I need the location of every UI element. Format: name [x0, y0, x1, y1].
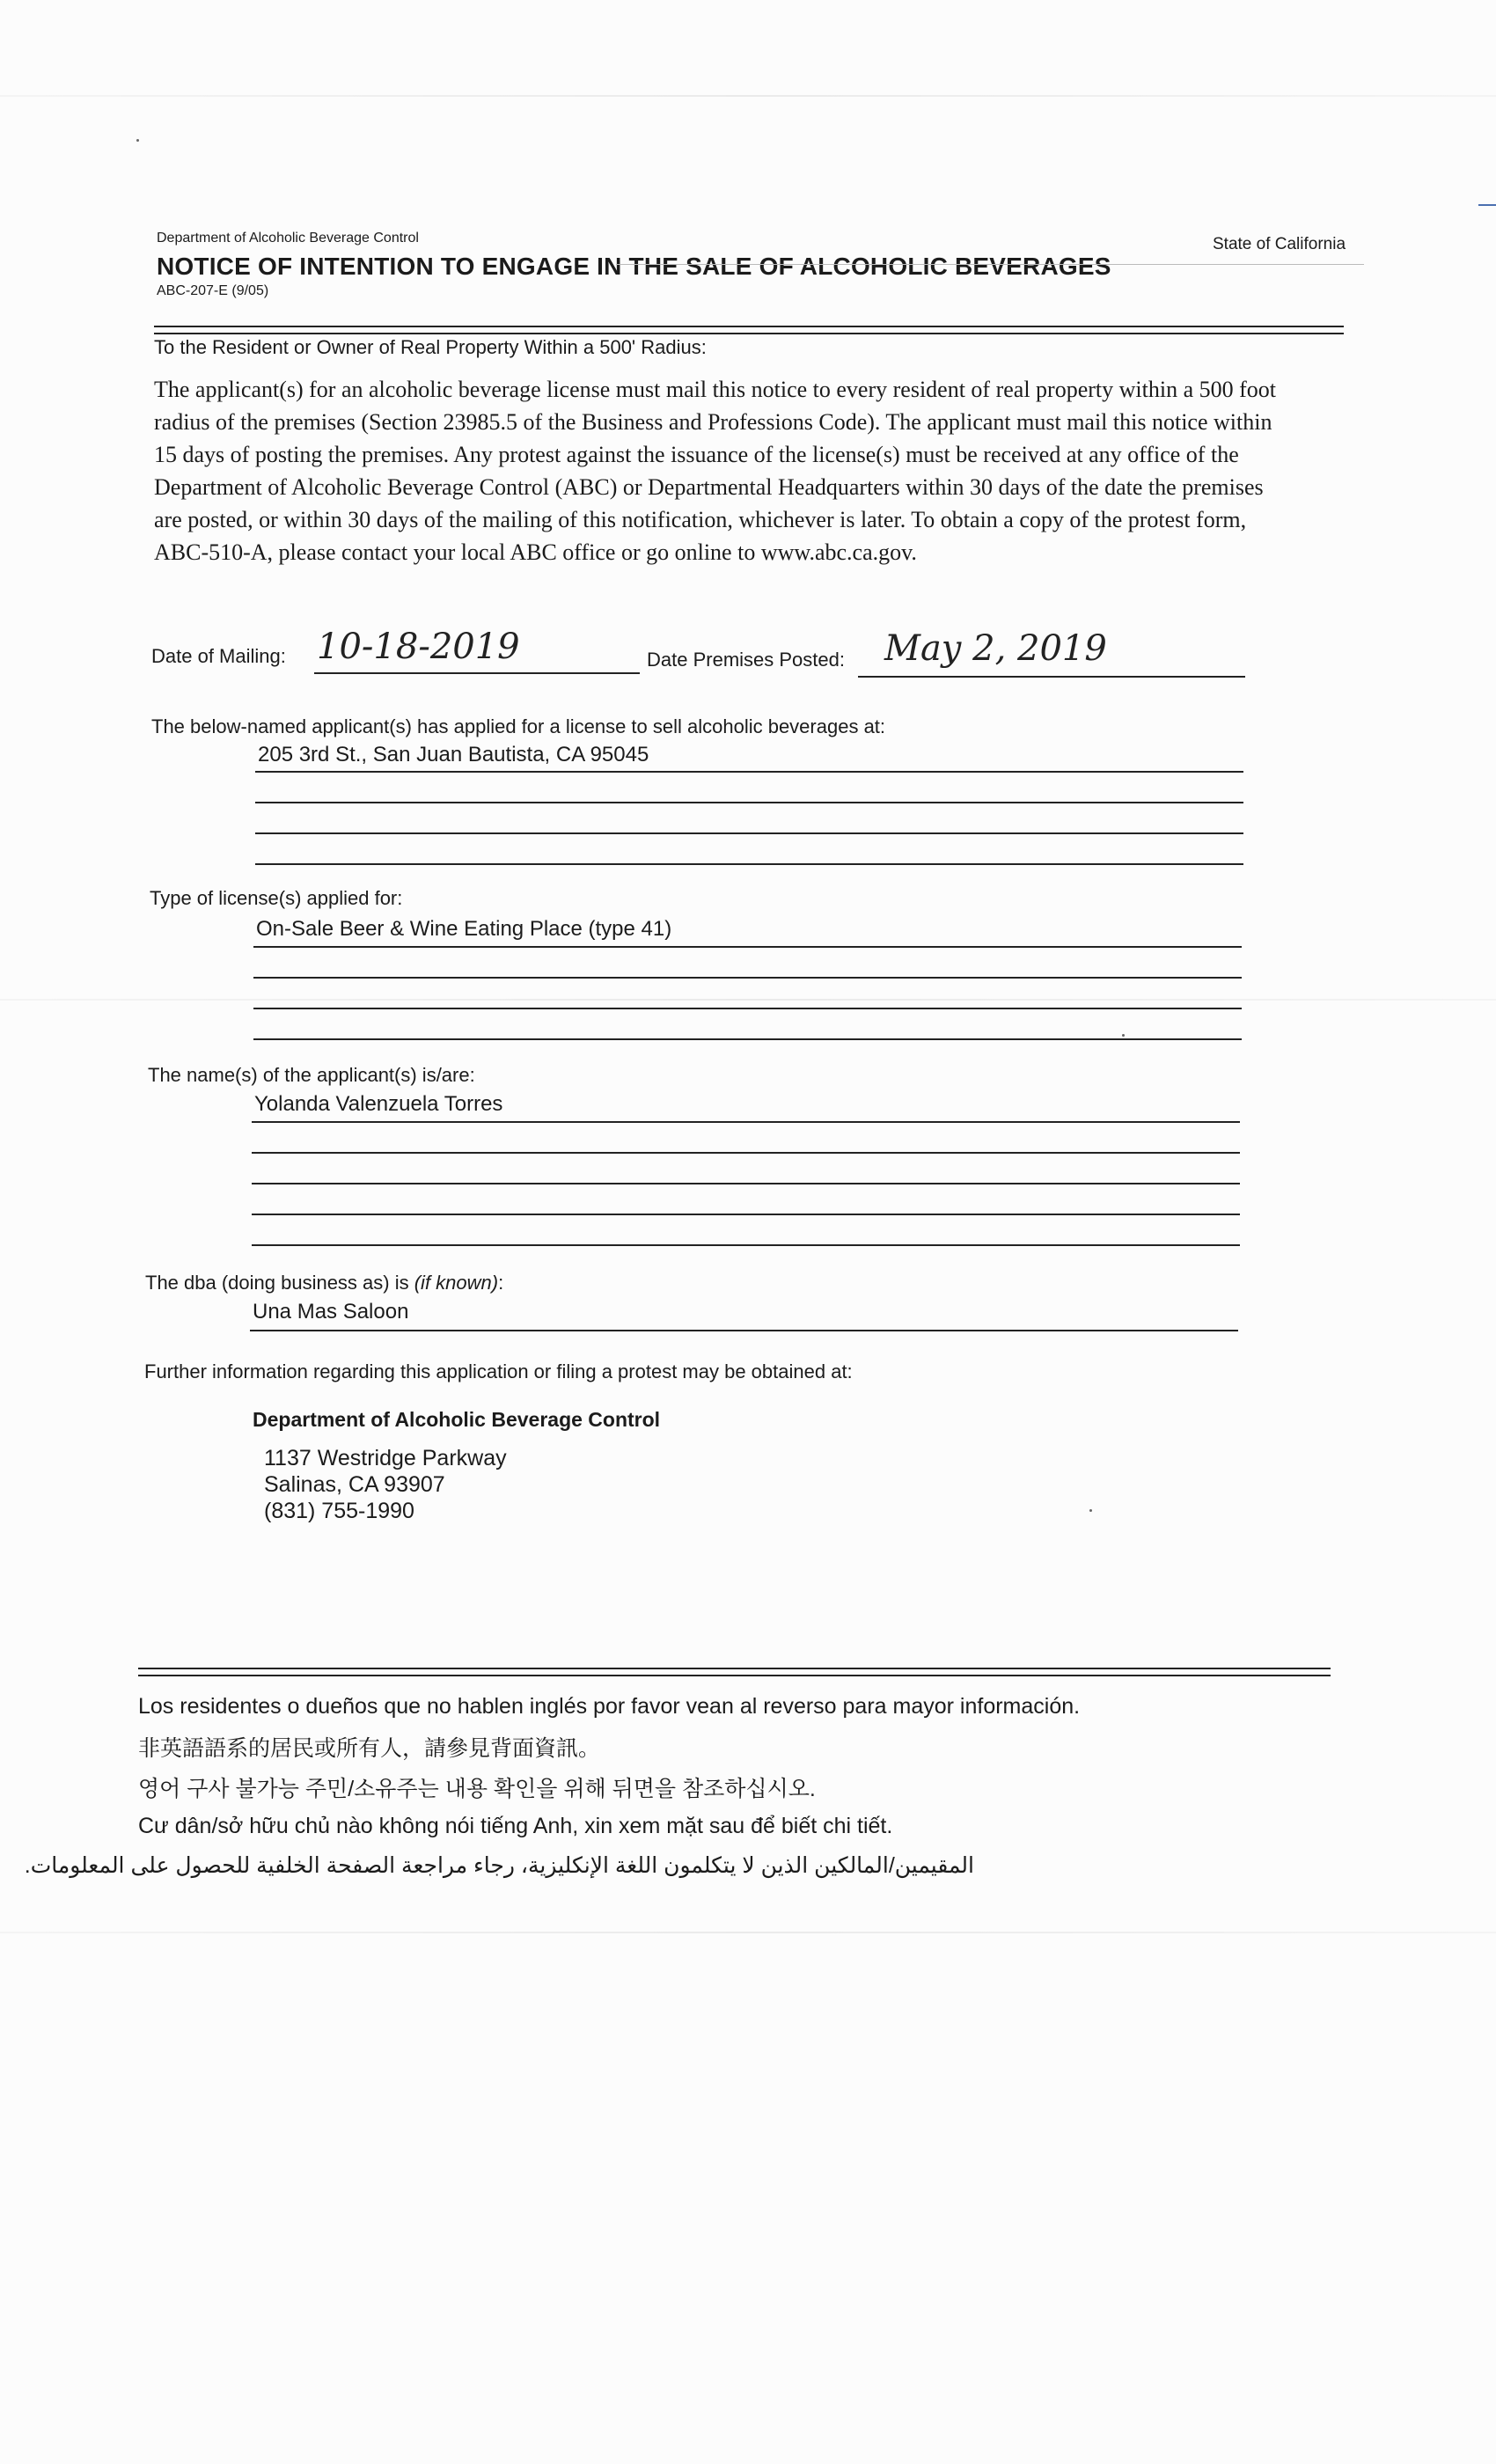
notice-paragraph: The applicant(s) for an alcoholic beverage license must mail this notice to every resident of real property within a 500 foot radius of the premises (Section 23985.5 of the Business and Professions Code). The applicant must mail this notice within 15 days of posting the premises. Any protest against the issuance of the license(s) must be received at any office of the Department of Alcoholic Beverage Control (ABC) or Departmental Headquarters within 30 days of the date the premises are posted, or within 30 days of the mailing of this notification, whichever is later. To obtain a copy of the protest form, ABC-510-A, please contact your local ABC office or go online to www.abc.ca.gov. — [154, 377, 1277, 565]
dba-value: Una Mas Saloon — [253, 1300, 409, 1324]
addressee-line: To the Resident or Owner of Real Property Within a 500' Radius: — [154, 336, 707, 358]
applicant-name: Yolanda Valenzuela Torres — [254, 1092, 503, 1116]
header-rule — [616, 264, 1364, 265]
applicants-line — [252, 1214, 1240, 1215]
form-title: NOTICE OF INTENTION TO ENGAGE IN THE SALE OF ALCOHOLIC BEVERAGES — [157, 253, 1111, 280]
premises-line — [255, 863, 1243, 865]
further-info-label: Further information regarding this application or filing a protest may be obtained at: — [144, 1360, 853, 1382]
premises-line — [255, 832, 1243, 834]
dba-label-prefix: The dba (doing business as) is — [145, 1272, 414, 1294]
license-type-label: Type of license(s) applied for: — [150, 887, 403, 909]
office-phone: (831) 755-1990 — [264, 1499, 414, 1523]
premises-line — [255, 802, 1243, 803]
date-posted-label: Date Premises Posted: — [647, 649, 845, 671]
fold-crease — [0, 95, 1496, 97]
chinese-notice: 非英語語系的居民或所有人，請參見背面資訊。 — [138, 1736, 601, 1761]
korean-notice: 영어 구사 불가능 주민/소유주는 내용 확인을 위해 뒤면을 참조하십시오. — [138, 1777, 816, 1801]
premises-address: 205 3rd St., San Juan Bautista, CA 95045 — [258, 743, 649, 766]
license-line — [253, 977, 1242, 979]
applicants-line — [252, 1244, 1240, 1246]
office-name: Department of Alcoholic Beverage Control — [253, 1408, 661, 1431]
date-of-mailing-line — [314, 672, 640, 674]
footer-divider — [138, 1668, 1331, 1676]
scan-speck — [1089, 1509, 1092, 1512]
state-label: State of California — [1213, 235, 1346, 253]
header-divider — [154, 326, 1344, 334]
license-type-value: On-Sale Beer & Wine Eating Place (type 41) — [256, 917, 672, 941]
date-of-mailing-value: 10-18-2019 — [317, 627, 520, 667]
applicants-line — [252, 1183, 1240, 1184]
applicants-label: The name(s) of the applicant(s) is/are: — [148, 1064, 475, 1086]
arabic-notice: المقيمين/المالكين الذين لا يتكلمون اللغة الإنكليزية، رجاء مراجعة الصفحة الخلفية للحصول على المعلومات. — [24, 1853, 974, 1878]
license-line — [253, 946, 1242, 948]
spanish-notice: Los residentes o dueños que no hablen inglés por favor vean al reverso para mayor información. — [138, 1694, 1081, 1719]
applicants-line — [252, 1121, 1240, 1123]
applicants-line — [252, 1152, 1240, 1154]
date-of-mailing-label: Date of Mailing: — [151, 645, 286, 667]
scan-speck — [136, 139, 139, 142]
form-code: ABC-207-E (9/05) — [157, 283, 269, 298]
dba-label-italic: (if known) — [414, 1272, 499, 1294]
fold-crease — [0, 1932, 1496, 1933]
date-posted-value: May 2, 2019 — [884, 628, 1107, 669]
office-address-line1: 1137 Westridge Parkway — [264, 1446, 507, 1470]
dba-line — [250, 1330, 1238, 1331]
date-posted-line — [858, 676, 1245, 678]
office-address-line2: Salinas, CA 93907 — [264, 1472, 445, 1497]
scan-speck — [1122, 1034, 1125, 1037]
vietnamese-notice: Cư dân/sở hữu chủ nào không nói tiếng Anh, xin xem mặt sau để biết chi tiết. — [138, 1814, 893, 1838]
license-line — [253, 1008, 1242, 1009]
department-small-label: Department of Alcoholic Beverage Control — [157, 231, 419, 246]
dba-label-suffix: : — [498, 1272, 504, 1294]
dba-label — [145, 1272, 503, 1294]
license-line — [253, 1038, 1242, 1040]
premises-label: The below-named applicant(s) has applied for a license to sell alcoholic beverages at: — [151, 715, 886, 737]
fold-crease — [0, 999, 1496, 1001]
scan-mark — [1478, 204, 1496, 206]
premises-line — [255, 771, 1243, 773]
